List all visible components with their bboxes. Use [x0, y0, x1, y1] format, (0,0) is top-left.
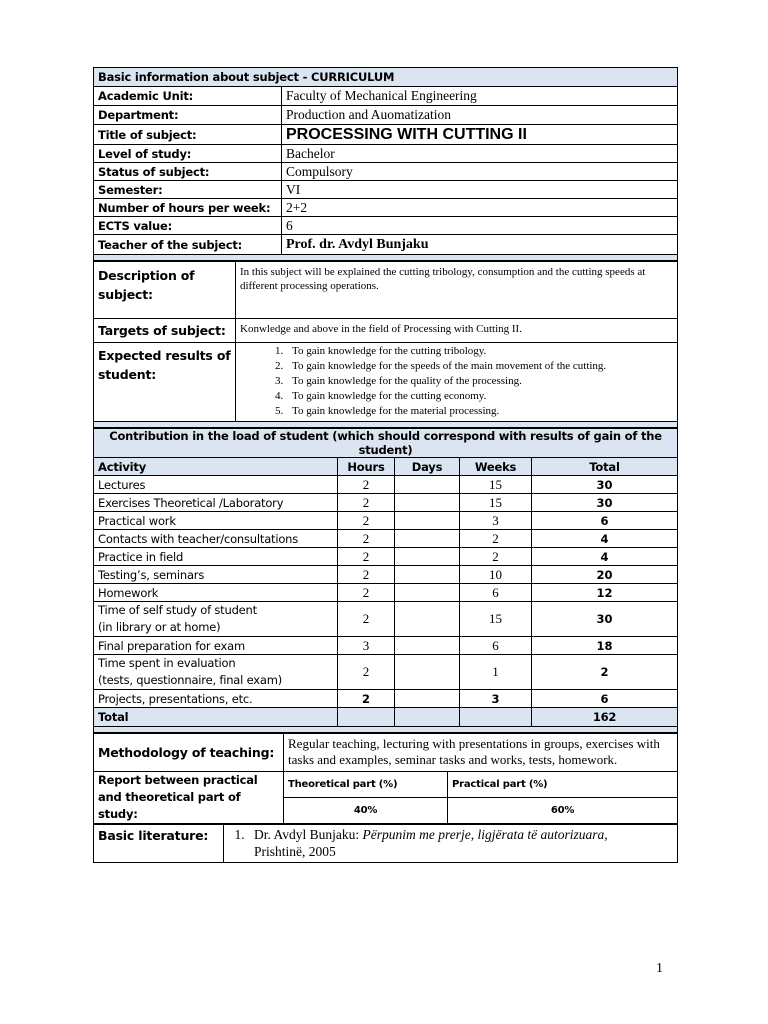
subject-title: PROCESSING WITH CUTTING II — [282, 125, 678, 145]
activity-line: Time spent in evaluation — [98, 656, 236, 670]
description-label: Description of subject: — [94, 262, 236, 319]
table-row — [94, 530, 678, 548]
days-cell — [395, 690, 460, 708]
col-header-days: Days — [395, 458, 460, 476]
total-cell: 6 — [532, 690, 678, 708]
info-value: 2+2 — [282, 199, 678, 217]
load-title: Contribution in the load of student (which should correspond with results of gain of the student) — [94, 429, 678, 458]
targets-label: Targets of subject: — [94, 319, 236, 343]
info-label: Level of study: — [94, 145, 282, 163]
info-value: Compulsory — [282, 163, 678, 181]
col-header-total: Total — [532, 458, 678, 476]
col-header-weeks: Weeks — [460, 458, 532, 476]
expected-results-list — [240, 344, 673, 419]
separator-row — [94, 727, 678, 733]
teacher-name: Prof. dr. Avdyl Bunjaku — [282, 235, 678, 255]
table-row — [94, 512, 678, 530]
list-item: 5. To gain knowledge for the material processing. — [286, 404, 673, 419]
weeks-cell: 3 — [460, 512, 532, 530]
hours-cell: 2 — [338, 512, 395, 530]
practical-header: Practical part (%) — [448, 772, 678, 798]
methodology-label: Methodology of teaching: — [94, 734, 284, 772]
total-cell: 2 — [532, 655, 678, 690]
total-cell: 30 — [532, 476, 678, 494]
info-row-title — [94, 125, 678, 145]
theoretical-header: Theoretical part (%) — [284, 772, 448, 798]
hours-cell: 2 — [338, 530, 395, 548]
info-label: Department: — [94, 106, 282, 125]
literature-title: Përpunim me prerje, ligjërata të autorizuara, — [362, 827, 608, 842]
activity-cell: Projects, presentations, etc. — [94, 690, 338, 708]
separator-row — [94, 422, 678, 428]
literature-table — [93, 824, 678, 863]
activity-cell: Exercises Theoretical /Laboratory — [94, 494, 338, 512]
methodology-text: Regular teaching, lecturing with presentations in groups, exercises with tasks and examples, seminar tasks and works, tests, homework. — [284, 734, 678, 772]
methodology-table — [93, 733, 678, 824]
activity-cell: Practice in field — [94, 548, 338, 566]
table-row — [94, 494, 678, 512]
info-label: Academic Unit: — [94, 87, 282, 106]
student-load-table — [93, 428, 678, 733]
info-value: 6 — [282, 217, 678, 235]
weeks-cell: 6 — [460, 637, 532, 655]
activity-cell: Contacts with teacher/consultations — [94, 530, 338, 548]
load-header-row — [94, 458, 678, 476]
expected-results-cell — [236, 343, 678, 422]
days-cell — [395, 476, 460, 494]
total-cell: 4 — [532, 530, 678, 548]
description-row — [94, 262, 678, 319]
literature-row — [94, 825, 678, 863]
table-row — [94, 566, 678, 584]
total-cell: 18 — [532, 637, 678, 655]
days-cell — [395, 637, 460, 655]
weeks-cell: 15 — [460, 494, 532, 512]
hours-cell: 3 — [338, 637, 395, 655]
hours-cell: 2 — [338, 584, 395, 602]
literature-place: Prishtinë, 2005 — [254, 844, 336, 859]
ratio-header-row — [94, 772, 678, 798]
activity-cell: Homework — [94, 584, 338, 602]
table-row — [94, 476, 678, 494]
targets-row — [94, 319, 678, 343]
total-label: Total — [94, 708, 338, 727]
activity-cell — [94, 655, 338, 690]
total-cell: 12 — [532, 584, 678, 602]
hours-cell: 2 — [338, 690, 395, 708]
col-header-activity: Activity — [94, 458, 338, 476]
info-row-semester — [94, 181, 678, 199]
hours-cell: 2 — [338, 548, 395, 566]
list-item: 2. To gain knowledge for the speeds of the main movement of the cutting. — [286, 359, 673, 374]
basic-info-title: Basic information about subject - CURRICULUM — [94, 68, 678, 87]
info-label: Semester: — [94, 181, 282, 199]
days-cell — [395, 584, 460, 602]
info-label: Status of subject: — [94, 163, 282, 181]
weeks-cell: 1 — [460, 655, 532, 690]
info-label: Title of subject: — [94, 125, 282, 145]
theoretical-value: 40% — [284, 798, 448, 824]
info-value: Faculty of Mechanical Engineering — [282, 87, 678, 106]
table-row — [94, 602, 678, 637]
basic-info-table — [93, 67, 678, 261]
weeks-cell: 2 — [460, 530, 532, 548]
activity-line: Time of self study of student — [98, 603, 257, 617]
hours-cell: 2 — [338, 602, 395, 637]
activity-cell: Lectures — [94, 476, 338, 494]
weeks-cell: 10 — [460, 566, 532, 584]
info-label: Number of hours per week: — [94, 199, 282, 217]
info-row-hours — [94, 199, 678, 217]
info-row-level — [94, 145, 678, 163]
days-cell — [395, 512, 460, 530]
activity-cell — [94, 602, 338, 637]
info-row-academic-unit — [94, 87, 678, 106]
list-item: 4. To gain knowledge for the cutting economy. — [286, 389, 673, 404]
info-label: Teacher of the subject: — [94, 235, 282, 255]
col-header-hours: Hours — [338, 458, 395, 476]
page-number: 1 — [656, 961, 663, 976]
activity-cell: Practical work — [94, 512, 338, 530]
table-row — [94, 584, 678, 602]
ratio-label: Report between practical and theoretical part of study: — [94, 772, 284, 824]
days-cell — [395, 655, 460, 690]
info-row-ects — [94, 217, 678, 235]
literature-author: Dr. Avdyl Bunjaku: — [254, 827, 363, 842]
info-value: Production and Auomatization — [282, 106, 678, 125]
days-cell — [395, 494, 460, 512]
separator-row — [94, 255, 678, 261]
total-cell: 30 — [532, 602, 678, 637]
total-cell: 30 — [532, 494, 678, 512]
total-cell: 6 — [532, 512, 678, 530]
targets-text: Konwledge and above in the field of Processing with Cutting II. — [236, 319, 678, 343]
info-row-status — [94, 163, 678, 181]
hours-cell: 2 — [338, 566, 395, 584]
activity-line: (in library or at home) — [98, 620, 221, 634]
days-cell — [395, 530, 460, 548]
activity-cell: Testing’s, seminars — [94, 566, 338, 584]
total-row — [94, 708, 678, 727]
info-value: VI — [282, 181, 678, 199]
description-text: In this subject will be explained the cutting tribology, consumption and the cutting speeds at different processing operations. — [236, 262, 678, 319]
info-label: ECTS value: — [94, 217, 282, 235]
info-row-department — [94, 106, 678, 125]
table-row — [94, 655, 678, 690]
weeks-cell: 15 — [460, 602, 532, 637]
table-row — [94, 690, 678, 708]
hours-cell: 2 — [338, 476, 395, 494]
table-row — [94, 637, 678, 655]
hours-cell: 2 — [338, 655, 395, 690]
methodology-row — [94, 734, 678, 772]
days-cell — [395, 566, 460, 584]
literature-list — [228, 826, 673, 860]
weeks-cell: 6 — [460, 584, 532, 602]
activity-line: (tests, questionnaire, final exam) — [98, 673, 282, 687]
activity-cell: Final preparation for exam — [94, 637, 338, 655]
practical-value: 60% — [448, 798, 678, 824]
expected-results-row — [94, 343, 678, 422]
table-row — [94, 548, 678, 566]
expected-results-label: Expected results of student: — [94, 343, 236, 422]
literature-cell — [224, 825, 678, 863]
weeks-cell: 15 — [460, 476, 532, 494]
total-cell: 20 — [532, 566, 678, 584]
list-item: 1. To gain knowledge for the cutting tribology. — [286, 344, 673, 359]
literature-item — [248, 826, 673, 860]
days-cell — [395, 548, 460, 566]
subject-details-table — [93, 261, 678, 428]
total-value: 162 — [532, 708, 678, 727]
weeks-cell: 2 — [460, 548, 532, 566]
literature-label: Basic literature: — [94, 825, 224, 863]
info-value: Bachelor — [282, 145, 678, 163]
weeks-cell: 3 — [460, 690, 532, 708]
total-cell: 4 — [532, 548, 678, 566]
curriculum-document — [93, 67, 677, 863]
info-row-teacher — [94, 235, 678, 255]
days-cell — [395, 602, 460, 637]
list-item: 3. To gain knowledge for the quality of the processing. — [286, 374, 673, 389]
hours-cell: 2 — [338, 494, 395, 512]
